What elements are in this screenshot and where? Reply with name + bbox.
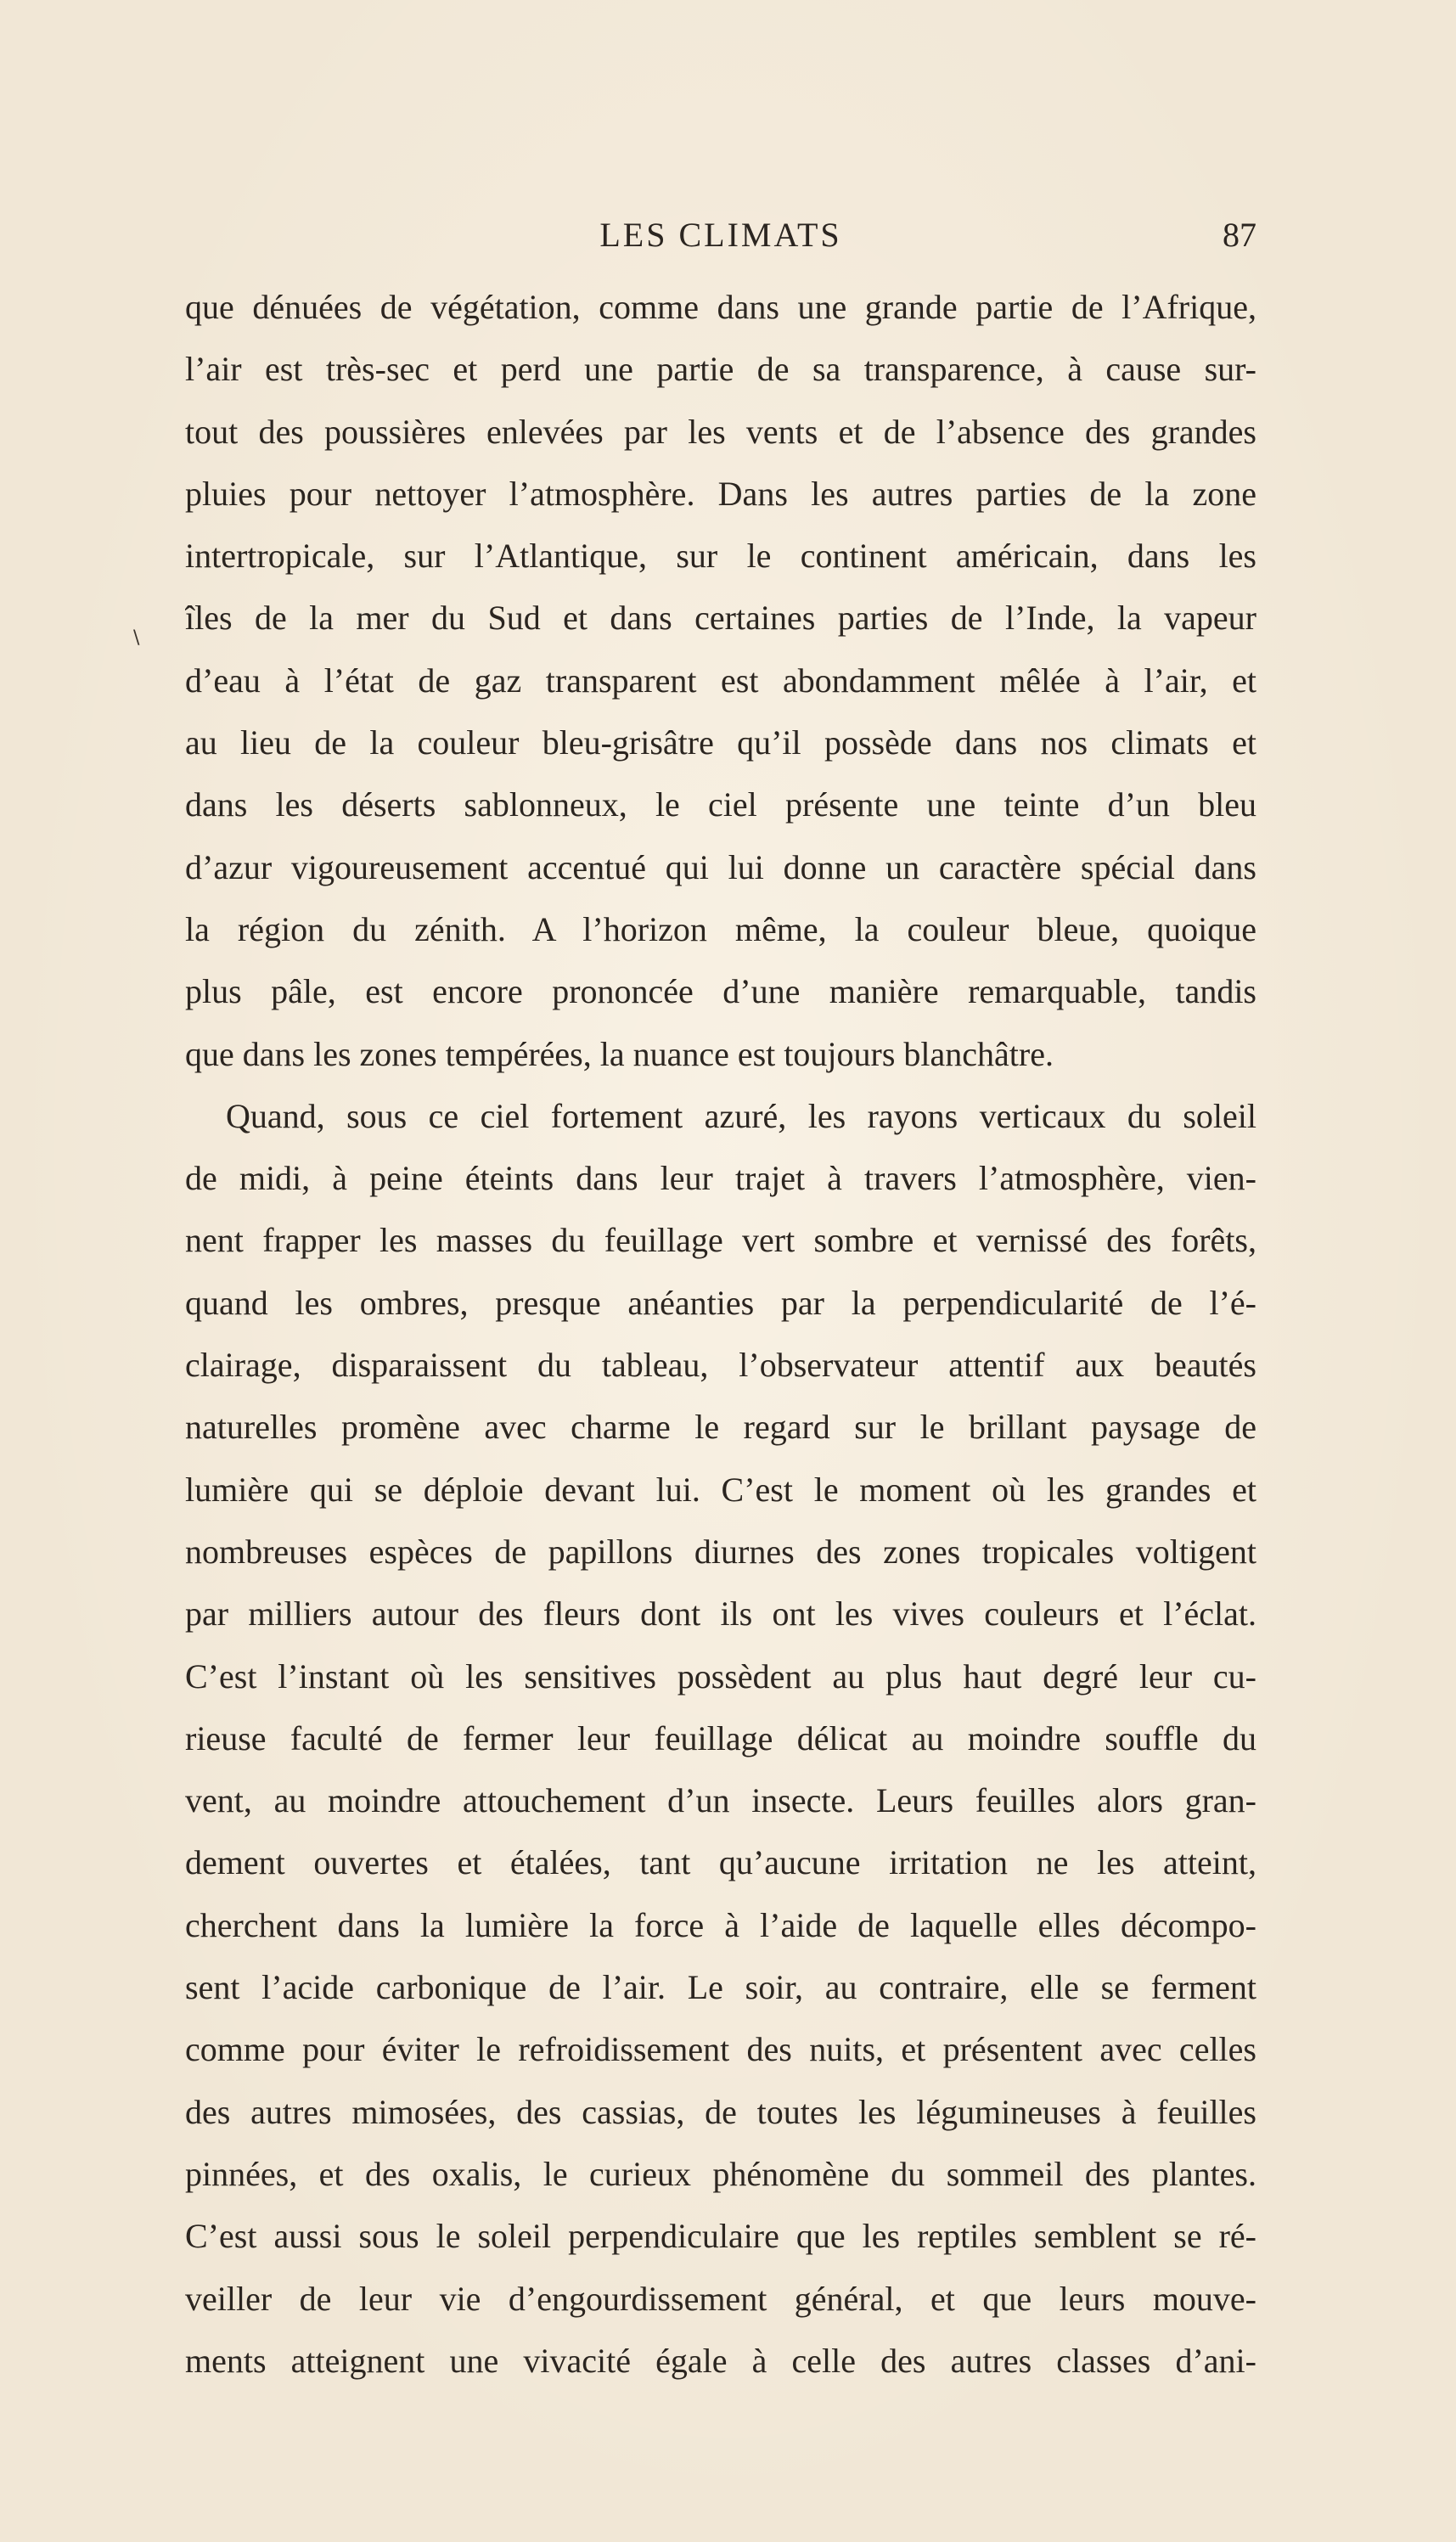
page-number: 87 xyxy=(1223,216,1256,254)
text-line: C’est l’instant où les sensitives possèdent au plus haut degré leur cu- xyxy=(185,1656,1256,1696)
text-line: pinnées, et des oxalis, le curieux phénomène du sommeil des plantes. xyxy=(185,2154,1256,2193)
text-line: C’est aussi sous le soleil perpendiculaire que les reptiles semblent se ré- xyxy=(185,2217,1256,2256)
margin-mark: \ xyxy=(133,627,140,649)
text-line: la région du zénith. A l’horizon même, la couleur bleue, quoique xyxy=(185,909,1256,948)
text-line: veiller de leur vie d’engourdissement général, et que leurs mouve- xyxy=(185,2279,1256,2318)
text-line: au lieu de la couleur bleu-grisâtre qu’il possède dans nos climats et xyxy=(185,723,1256,762)
text-line: tout des poussières enlevées par les vents et de l’absence des grandes xyxy=(185,412,1256,451)
text-line: que dans les zones tempérées, la nuance est toujours blanchâtre. xyxy=(185,1034,1054,1073)
text-line: vent, au moindre attouchement d’un insecte. Leurs feuilles alors gran- xyxy=(185,1781,1256,1820)
text-line: plus pâle, est encore prononcée d’une manière remarquable, tandis xyxy=(185,972,1256,1011)
text-line: îles de la mer du Sud et dans certaines parties de l’Inde, la vapeur xyxy=(185,599,1256,638)
text-line: d’azur vigoureusement accentué qui lui donne un caractère spécial dans xyxy=(185,847,1256,886)
text-line: intertropicale, sur l’Atlantique, sur le continent américain, dans les xyxy=(185,537,1256,576)
text-line: nent frapper les masses du feuillage vert sombre et vernissé des forêts, xyxy=(185,1221,1256,1260)
text-line: dement ouvertes et étalées, tant qu’aucune irritation ne les atteint, xyxy=(185,1843,1256,1882)
text-line: quand les ombres, presque anéanties par la perpendicularité de l’é- xyxy=(185,1283,1256,1322)
text-line: pluies pour nettoyer l’atmosphère. Dans les autres parties de la zone xyxy=(185,474,1256,513)
text-line: d’eau à l’état de gaz transparent est abondamment mêlée à l’air, et xyxy=(185,661,1256,700)
text-line: des autres mimosées, des cassias, de toutes les légumineuses à feuilles xyxy=(185,2092,1256,2131)
text-line: par milliers autour des fleurs dont ils ont les vives couleurs et l’éclat. xyxy=(185,1594,1256,1634)
text-line: ments atteignent une vivacité égale à celle des autres classes d’ani- xyxy=(185,2341,1256,2380)
running-title: LES CLIMATS xyxy=(599,216,842,254)
text-line: de midi, à peine éteints dans leur trajet à travers l’atmosphère, vien- xyxy=(185,1159,1256,1198)
text-line: rieuse faculté de fermer leur feuillage délicat au moindre souffle du xyxy=(185,1718,1256,1757)
text-line: Quand, sous ce ciel fortement azuré, les rayons verticaux du soleil xyxy=(226,1096,1256,1135)
running-head xyxy=(185,214,1256,256)
text-line: comme pour éviter le refroidissement des nuits, et présentent avec celles xyxy=(185,2030,1256,2069)
text-line: que dénuées de végétation, comme dans une grande partie de l’Afrique, xyxy=(185,288,1256,326)
text-line: naturelles promène avec charme le regard sur le brillant paysage de xyxy=(185,1408,1256,1447)
body-text xyxy=(185,276,1256,2392)
text-line: l’air est très-sec et perd une partie de sa transparence, à cause sur- xyxy=(185,350,1256,389)
text-line: sent l’acide carbonique de l’air. Le soir, au contraire, elle se ferment xyxy=(185,1968,1256,2007)
text-line: cherchent dans la lumière la force à l’aide de laquelle elles décompo- xyxy=(185,1905,1256,1944)
text-line: dans les déserts sablonneux, le ciel présente une teinte d’un bleu xyxy=(185,785,1256,824)
text-line: lumière qui se déploie devant lui. C’est le moment où les grandes et xyxy=(185,1470,1256,1509)
text-line: clairage, disparaissent du tableau, l’observateur attentif aux beautés xyxy=(185,1346,1256,1385)
text-line: nombreuses espèces de papillons diurnes des zones tropicales voltigent xyxy=(185,1532,1256,1571)
